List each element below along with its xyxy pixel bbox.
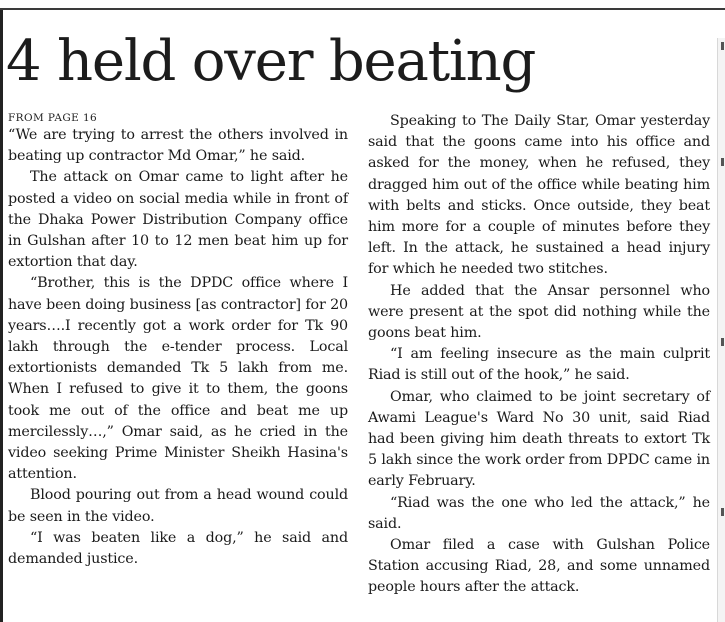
article-column-right: [368, 111, 710, 599]
edge-tick: [721, 338, 724, 346]
paragraph: Omar, who claimed to be joint secretary of Awami League's Ward No 30 unit, said Riad had been giving him death threats to extort Tk 5 lakh since the work order from DPDC came in early February.: [368, 388, 710, 490]
left-edge-border: [0, 10, 3, 622]
right-edge-strip: [717, 38, 725, 622]
paragraph: “I was beaten like a dog,” he said and demanded justice.: [8, 529, 348, 568]
paragraph: “Riad was the one who led the attack,” he said.: [368, 494, 710, 532]
kicker: FROM PAGE 16: [8, 112, 98, 124]
article-column-left: [8, 111, 348, 570]
paragraph-text: “We are trying to arrest the others involved in beating up contractor Md Omar,” he said.: [8, 127, 348, 165]
edge-tick: [721, 508, 724, 516]
top-rule: [0, 8, 725, 10]
paragraph: Omar filed a case with Gulshan Police Station accusing Riad, 28, and some unnamed people hours after the attack.: [368, 537, 710, 596]
kicker-paragraph: [8, 111, 348, 167]
paragraph: Speaking to The Daily Star, Omar yesterday said that the goons came into his office and asked for the money, when he refused, they dragged him out of the office while beating him with belts and sticks. Once outside, they beat him more for a couple of minutes before they left. In the attack, he sustained a head injury for which he needed two stitches.: [368, 113, 710, 278]
headline: 4 held over beating: [6, 29, 536, 94]
edge-tick: [721, 42, 724, 50]
paragraph: Blood pouring out from a head wound could be seen in the video.: [8, 487, 348, 525]
paragraph: “I am feeling insecure as the main culprit Riad is still out of the hook,” he said.: [368, 346, 710, 384]
paragraph: He added that the Ansar personnel who were present at the spot did nothing while the goons beat him.: [368, 282, 710, 342]
paragraph: “Brother, this is the DPDC office where I have been doing business [as contractor] for 20 years….I recently got a work order for Tk 90 lakh through the e-tender process. Local extortionists demanded Tk 5 lakh from me. When I refused to give it to them, the goons took me out of the office and beat me up mercilessly…,” Omar said, as he cried in the video seeking Prime Minister Sheikh Hasina's attention.: [8, 275, 348, 483]
edge-tick: [721, 158, 724, 166]
paragraph: The attack on Omar came to light after he posted a video on social media while in front of the Dhaka Power Distribution Company office in Gulshan after 10 to 12 men beat him up for extortion that day.: [8, 169, 348, 271]
